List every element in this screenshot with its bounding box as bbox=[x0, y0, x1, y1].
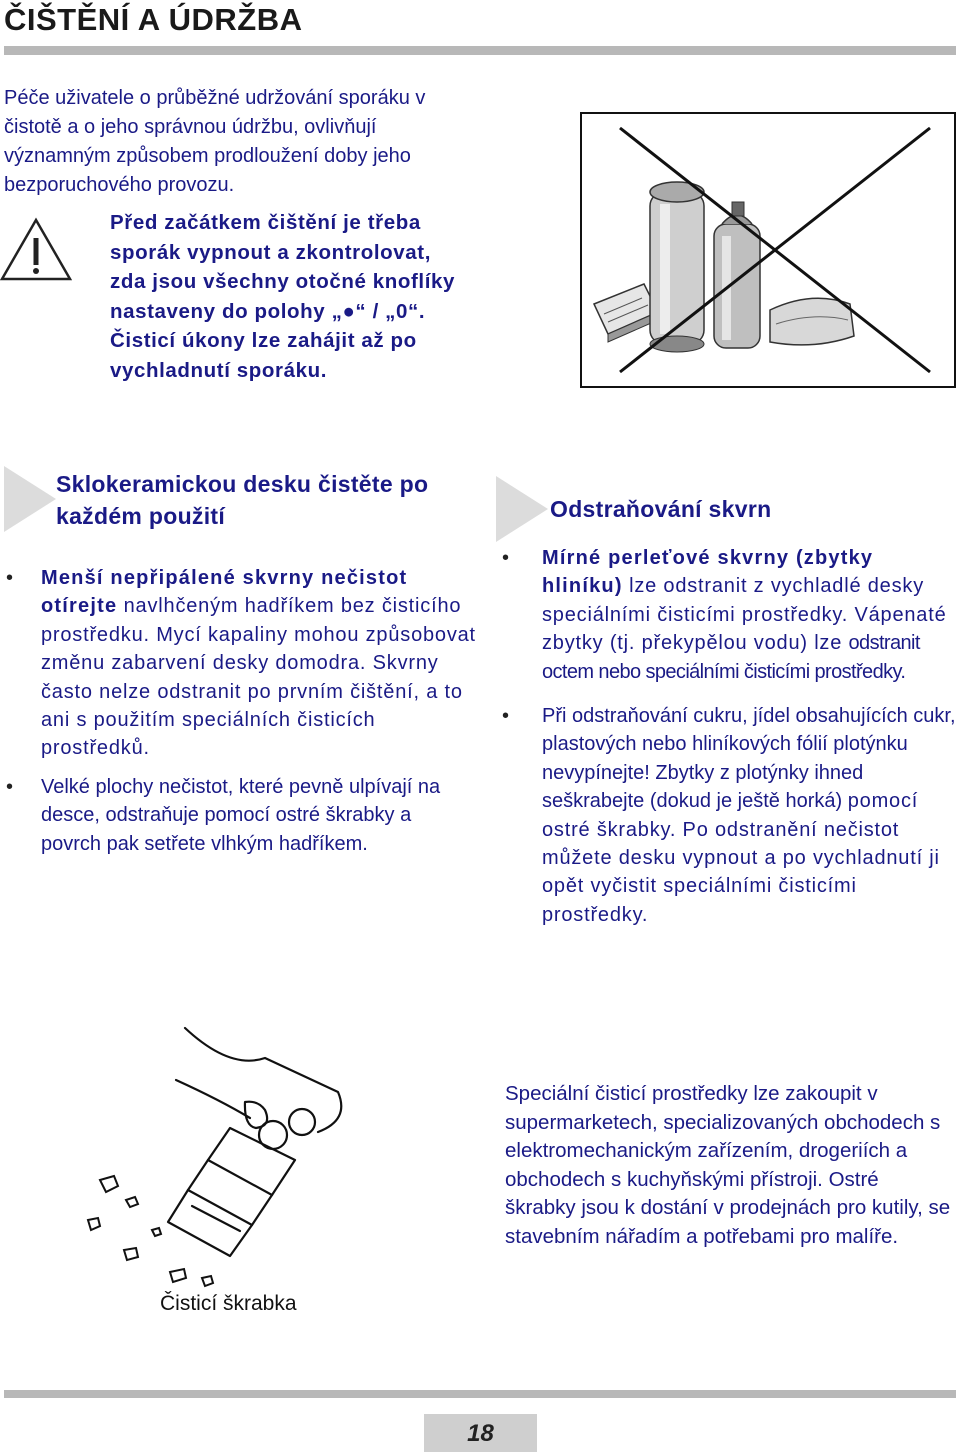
bullet-text: navlhčeným hadříkem bez čisticího prostředku. Mycí kapaliny mohou způsobovat změnu zabarvení desky domodra. Skvrny často nelze odstranit po prvním čištění, a to ani s použitím speciálních čisticích prostředků. bbox=[41, 595, 476, 760]
cloth-icon bbox=[770, 298, 854, 345]
list-item bbox=[500, 544, 956, 686]
list-item: • Velké plochy nečistot, které pevně ulpívají na desce, odstraňuje pomocí ostré škrabky a povrch pak setřete vlhkým hadříkem. bbox=[4, 773, 476, 858]
scraper-illustration bbox=[80, 1010, 410, 1290]
right-section-heading: Odstraňování skvrn bbox=[550, 496, 772, 522]
section-arrow-icon bbox=[4, 466, 56, 532]
page-number: 18 bbox=[424, 1414, 537, 1452]
sponge-icon bbox=[594, 284, 658, 342]
bottom-paragraph: Speciální čisticí prostředky lze zakoupit v supermarketech, specializovaných obchodech s elektromechanickým zařízením, drogeriích a obchodech s kuchyňskými přístroji. Ostré škrabky jsou k dostání v prodejnách pro kutily, se stavebním nářadím a potřebami pro malíře. bbox=[505, 1082, 951, 1248]
left-bullet-list bbox=[4, 564, 476, 868]
warning-text: Před začátkem čištění je třeba sporák vypnout a zkontrolovat, zda jsou všechny otočné knoflíky nastaveny do polohy „●“ / „0“. Čisticí úkony lze zahájit až po vychladnutí sporáku. bbox=[110, 211, 456, 382]
bullet-lead: Menší nepřipálené skvrny nečistot otírejte bbox=[41, 567, 408, 618]
warning-icon bbox=[0, 216, 72, 282]
left-section-heading: Sklokeramickou desku čistěte po každém použití bbox=[56, 471, 429, 529]
page-title: ČIŠTĚNÍ A ÚDRŽBA bbox=[4, 2, 303, 37]
top-divider bbox=[4, 46, 956, 55]
bullet-text-tail: odstranit octem nebo speciálními čisticími prostředky. bbox=[542, 632, 920, 683]
bullet-lead: Mírné perleťové skvrny (zbytky hliníku) bbox=[542, 547, 874, 598]
list-item bbox=[4, 564, 476, 763]
bullet-text-tail: pomocí ostré škrabky. Po odstranění nečistot můžete desku vypnout a po vychladnutí ji opět vyčistit speciálními čisticími prostředky. bbox=[542, 790, 940, 926]
scraper-caption: Čisticí škrabka bbox=[160, 1292, 297, 1315]
section-arrow-icon bbox=[496, 476, 548, 542]
right-bullet-list bbox=[500, 544, 956, 939]
no-aerosol-illustration bbox=[580, 112, 956, 388]
bullet-text: lze odstranit z vychladlé desky speciálními čisticími prostředky. Vápenaté zbytky (tj. překypělou vodu) lze bbox=[542, 575, 947, 655]
bottom-divider bbox=[4, 1390, 956, 1398]
aerosol-can-icon bbox=[714, 202, 760, 348]
list-item bbox=[500, 702, 956, 929]
intro-paragraph: Péče uživatele o průběžné udržování sporáku v čistotě a o jeho správnou údržbu, ovlivňují významným způsobem prodloužení doby jeho bezporuchového provozu. bbox=[4, 87, 426, 196]
bullet-text: Při odstraňování cukru, jídel obsahujících cukr, plastových nebo hliníkových fólií plotýnku nevypínejte! Zbytky z plotýnky ihned seškrabejte (dokud je ještě horká) bbox=[542, 705, 956, 813]
